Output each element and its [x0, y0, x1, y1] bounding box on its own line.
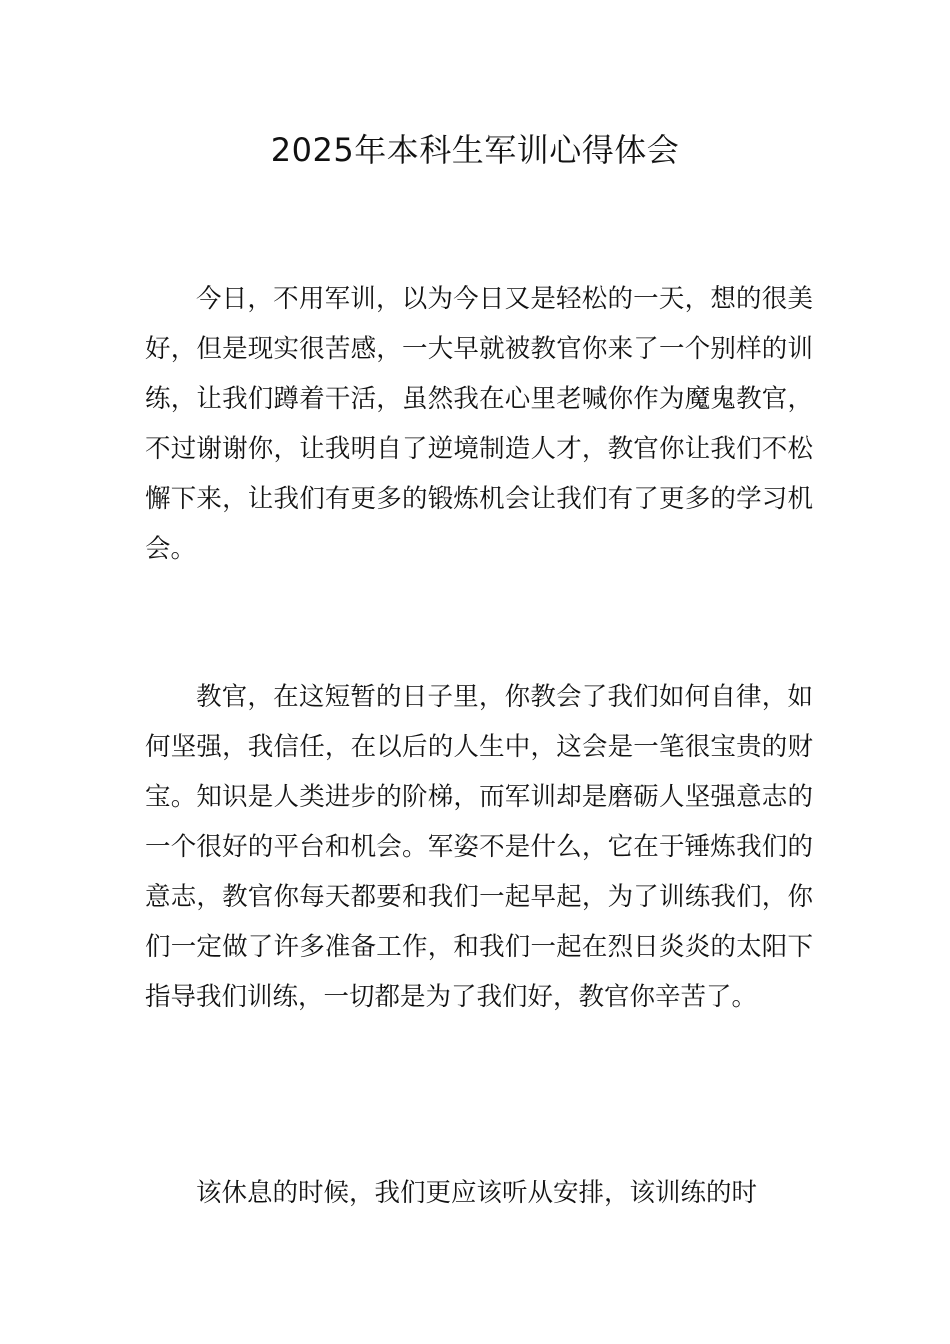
paragraph-1: 今日，不用军训，以为今日又是轻松的一天，想的很美好，但是现实很苦感，一大早就被教官你来了一个别样的训练，让我们蹲着干活，虽然我在心里老喊你作为魔鬼教官，不过谢谢你，让我明自了逆境制造人才，教官你让我们不松懈下来，让我们有更多的锻炼机会让我们有了更多的学习机会。: [145, 284, 813, 564]
paragraph-3: 该休息的时候，我们更应该听从安排，该训练的时: [196, 1178, 758, 1208]
paragraph-2: 教官，在这短暂的日子里，你教会了我们如何自律，如何坚强，我信任，在以后的人生中，这会是一笔很宝贵的财宝。知识是人类进步的阶梯，而军训却是磨砺人坚强意志的一个很好的平台和机会。军姿不是什么，它在于锤炼我们的意志，教官你每天都要和我们一起早起，为了训练我们，你们一定做了许多准备工作，和我们一起在烈日炎炎的太阳下指导我们训练，一切都是为了我们好，教官你辛苦了。: [145, 682, 813, 1012]
document-title: 2025年本科生军训心得体会: [270, 131, 680, 169]
